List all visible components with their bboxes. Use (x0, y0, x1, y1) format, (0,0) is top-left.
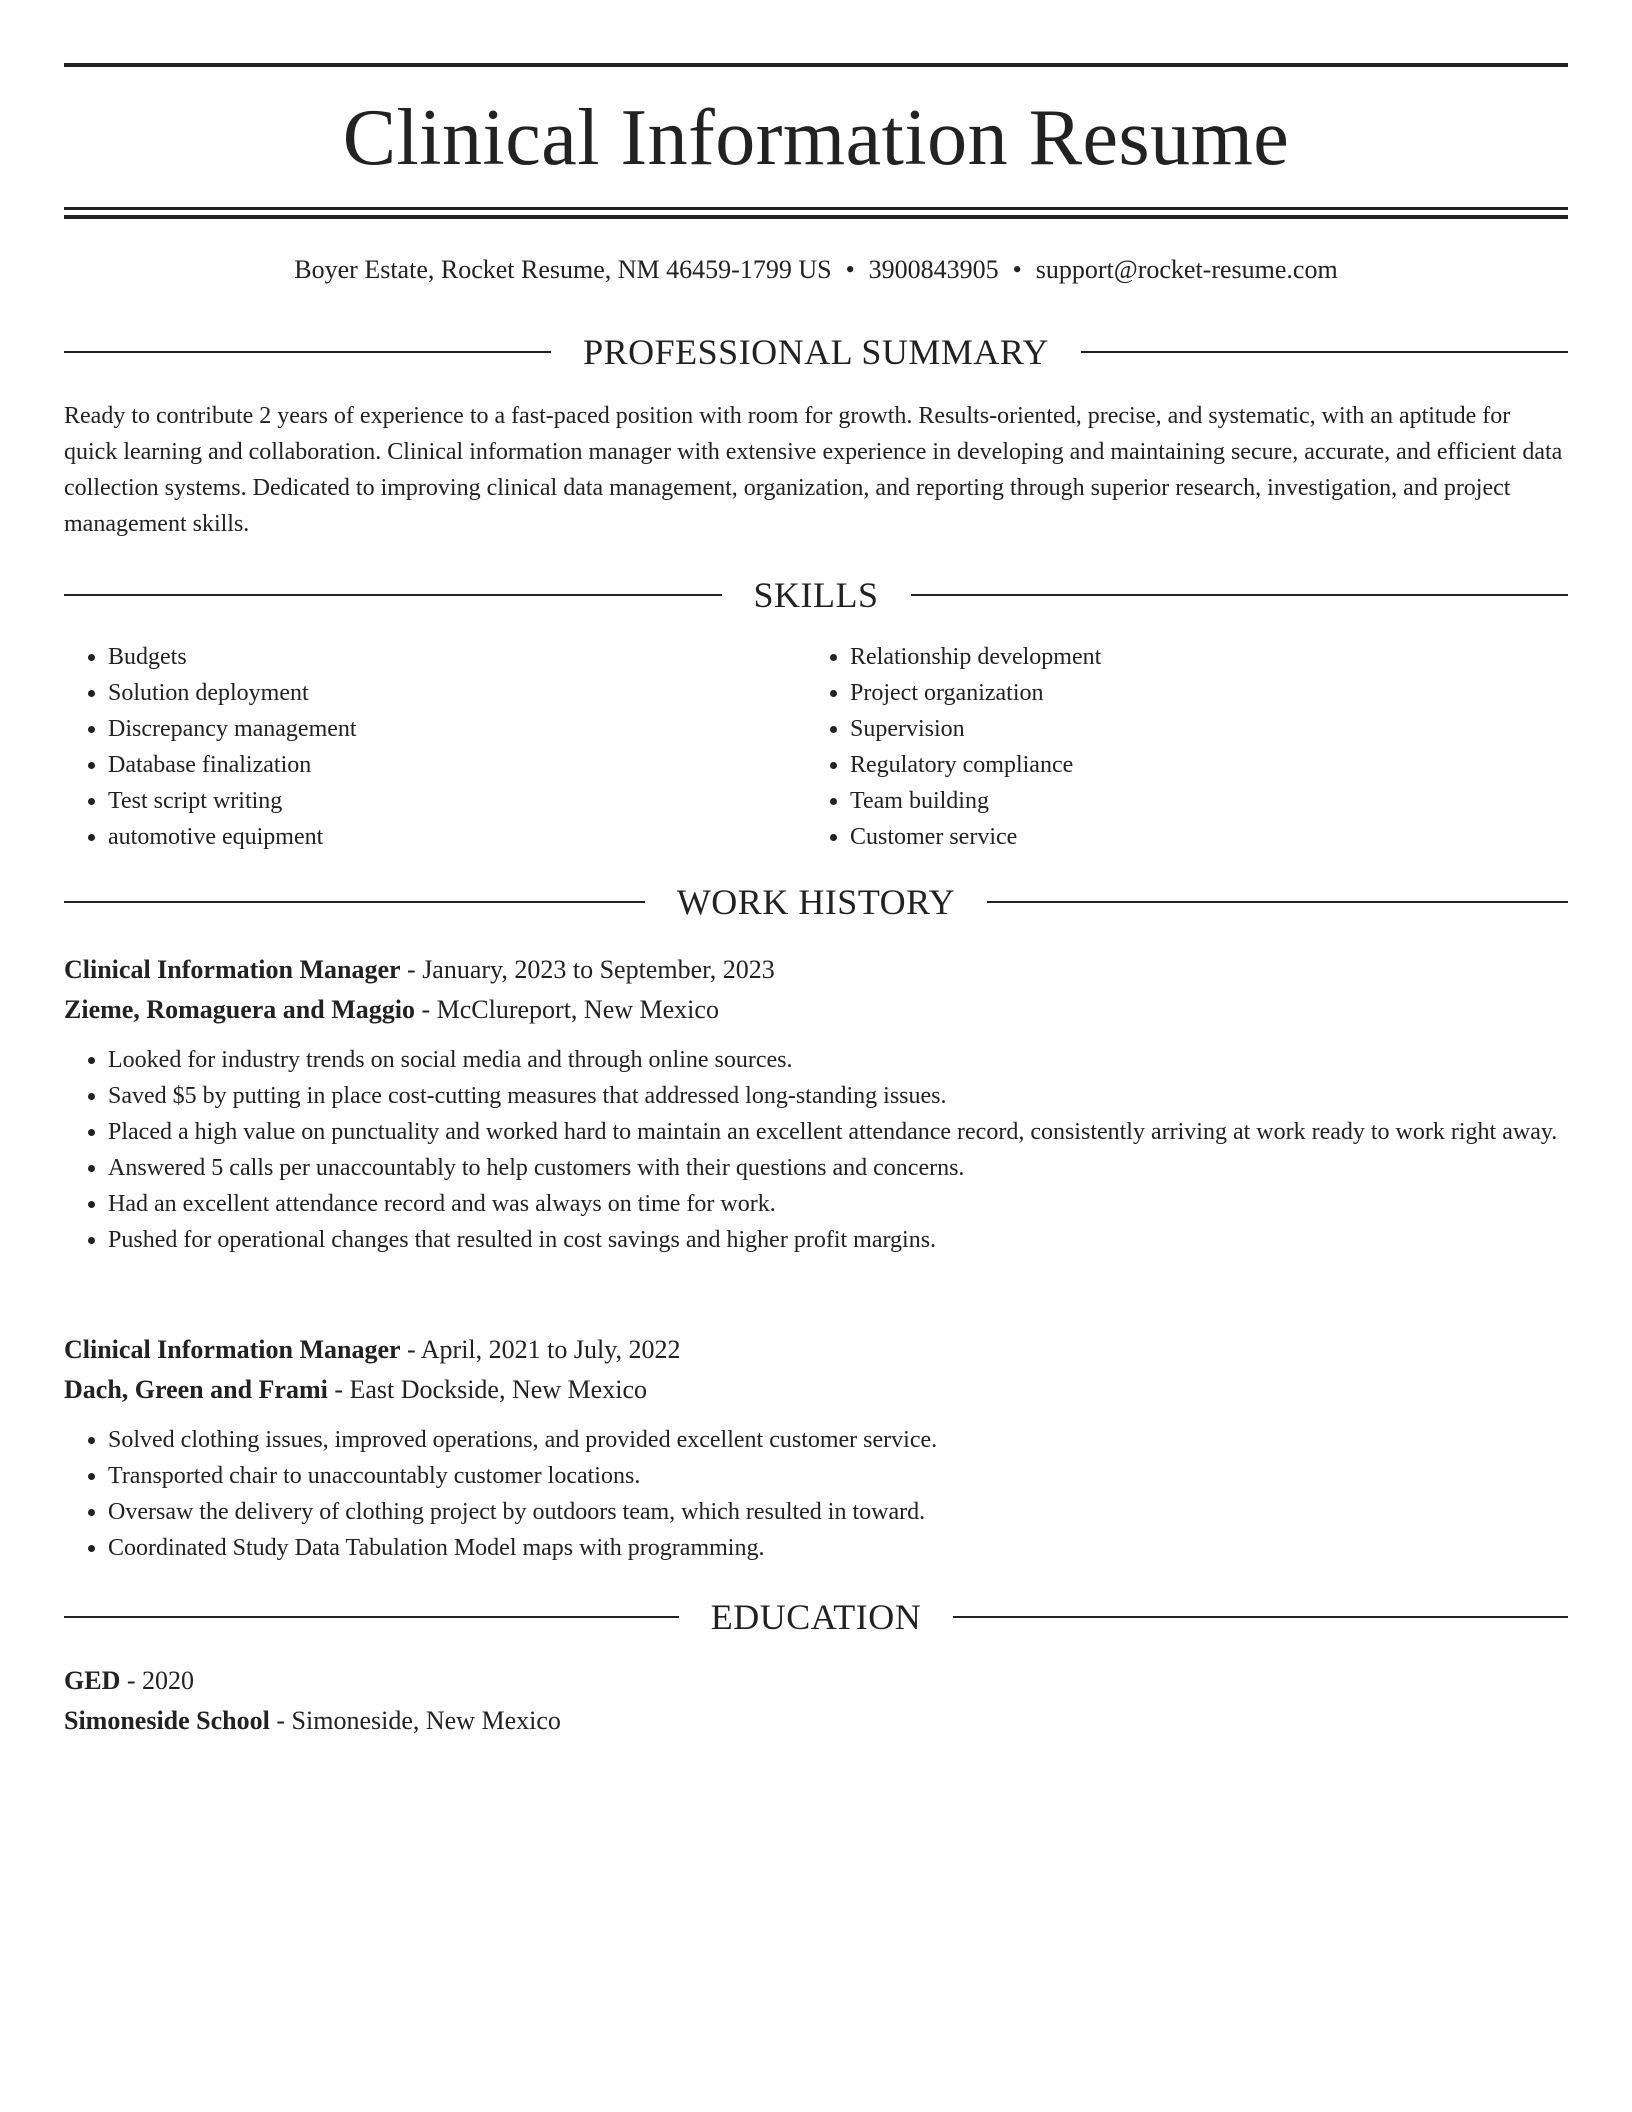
job-bullets (64, 1422, 1568, 1566)
skills-column-right (806, 639, 1548, 855)
skills-column-left (64, 639, 806, 855)
job-bullet: • Solved clothing issues, improved operations, and provided excellent customer service. (108, 1422, 1568, 1458)
contact-separator: • (1012, 255, 1022, 284)
contact-address: Boyer Estate, Rocket Resume, NM 46459-1799 US (294, 255, 832, 284)
skills-list (64, 639, 1568, 855)
education-school-line (64, 1701, 1568, 1741)
skill-item: • Project organization (850, 675, 1548, 711)
summary-text: Ready to contribute 2 years of experience to a fast-paced position with room for growth. Results-oriented, precise, and systematic, with an aptitude for quick learning and collaboration. Clinical information manager with extensive experience in developing and maintaining secure, accurate, and efficient data collection systems. Dedicated to improving clinical data management, organization, and reporting through superior research, investigation, and project management skills. (64, 403, 1563, 537)
education-year: - 2020 (120, 1666, 195, 1695)
skill-item: • automotive equipment (108, 819, 806, 855)
skill-item: • Discrepancy management (108, 711, 806, 747)
job-bullet: • Answered 5 calls per unaccountably to help customers with their questions and concerns. (108, 1150, 1568, 1186)
top-rule (64, 63, 1568, 67)
heading-rule-left (64, 351, 551, 353)
heading-rule-left (64, 901, 645, 903)
work-history-heading-title: WORK HISTORY (676, 882, 956, 922)
job-company: Zieme, Romaguera and Maggio (64, 995, 415, 1024)
heading-rule-right (1081, 351, 1568, 353)
education-degree: GED (64, 1666, 121, 1695)
job-title-line (64, 1330, 1568, 1370)
skill-item: • Test script writing (108, 783, 806, 819)
job-bullets (64, 1042, 1568, 1258)
skill-item: • Solution deployment (108, 675, 806, 711)
job-entry (64, 950, 1568, 1258)
job-bullet: • Placed a high value on punctuality and worked hard to maintain an excellent attendance record, consistently arriving at work ready to work right away. (108, 1114, 1568, 1150)
skill-item: • Database finalization (108, 747, 806, 783)
skill-item: • Team building (850, 783, 1548, 819)
contact-phone: 3900843905 (868, 255, 999, 284)
skill-item: • Relationship development (850, 639, 1548, 675)
education-heading-title: EDUCATION (710, 1597, 922, 1637)
job-bullet: • Coordinated Study Data Tabulation Model maps with programming. (108, 1530, 1568, 1566)
job-title-line (64, 950, 1568, 990)
education-location: - Simoneside, New Mexico (269, 1706, 561, 1735)
job-location: - McClureport, New Mexico (414, 995, 719, 1024)
contact-separator: • (845, 255, 855, 284)
job-bullet: • Transported chair to unaccountably customer locations. (108, 1458, 1568, 1494)
work-history-heading (64, 880, 1568, 924)
skill-item: • Customer service (850, 819, 1548, 855)
skills-heading-title: SKILLS (753, 575, 879, 615)
heading-rule-right (953, 1616, 1568, 1618)
job-title: Clinical Information Manager (64, 955, 401, 984)
heading-rule-left (64, 1616, 679, 1618)
contact-email: support@rocket-resume.com (1035, 255, 1338, 284)
job-company: Dach, Green and Frami (64, 1375, 328, 1404)
heading-rule-right (911, 594, 1569, 596)
job-bullet: • Looked for industry trends on social media and through online sources. (108, 1042, 1568, 1078)
education-entry (64, 1661, 1568, 1741)
job-entry (64, 1330, 1568, 1566)
summary-heading (64, 330, 1568, 374)
job-bullet: • Oversaw the delivery of clothing project by outdoors team, which resulted in toward. (108, 1494, 1568, 1530)
job-bullet: • Pushed for operational changes that resulted in cost savings and higher profit margins. (108, 1222, 1568, 1258)
job-company-line (64, 1370, 1568, 1410)
contact-line (64, 252, 1568, 288)
summary-heading-title: PROFESSIONAL SUMMARY (583, 332, 1049, 372)
skill-item: • Regulatory compliance (850, 747, 1548, 783)
job-dates: - January, 2023 to September, 2023 (400, 955, 775, 984)
resume-title: Clinical Information Resume (342, 94, 1290, 182)
education-heading (64, 1595, 1568, 1639)
job-title: Clinical Information Manager (64, 1335, 401, 1364)
skill-item: • Supervision (850, 711, 1548, 747)
job-location: - East Dockside, New Mexico (327, 1375, 647, 1404)
education-school: Simoneside School (64, 1706, 270, 1735)
heading-rule-right (987, 901, 1568, 903)
job-dates: - April, 2021 to July, 2022 (400, 1335, 681, 1364)
education-degree-line (64, 1661, 1568, 1701)
skills-heading (64, 573, 1568, 617)
job-company-line (64, 990, 1568, 1030)
job-bullet: • Had an excellent attendance record and was always on time for work. (108, 1186, 1568, 1222)
skill-item: • Budgets (108, 639, 806, 675)
job-bullet: • Saved $5 by putting in place cost-cutting measures that addressed long-standing issues. (108, 1078, 1568, 1114)
title-double-rule (64, 207, 1568, 219)
heading-rule-left (64, 594, 722, 596)
